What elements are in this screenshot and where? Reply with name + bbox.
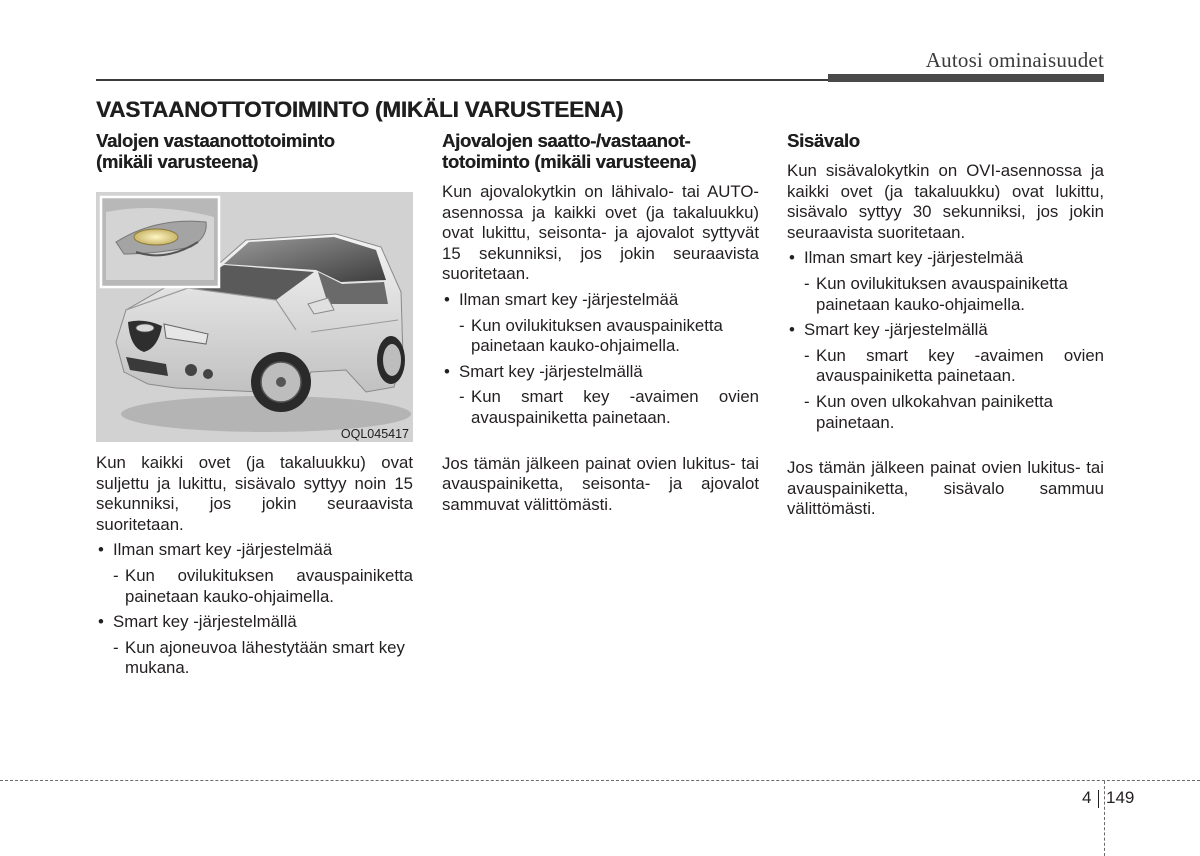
dash-icon: - (459, 315, 465, 335)
bullet-icon: • (789, 320, 795, 340)
heading-line-2: totoiminto (mikäli varusteena) (442, 151, 697, 172)
heading-line-2: (mikäli varusteena) (96, 151, 258, 172)
dash-icon: - (804, 345, 810, 365)
footer-rule (0, 780, 1200, 781)
car-illustration (96, 192, 413, 442)
column-interior-light (787, 130, 1104, 520)
page-separator (1098, 790, 1099, 808)
chapter-number: 4 (1082, 788, 1092, 807)
sub-list-item: - Kun ovilukituksen avauspainiketta painetaan kauko-ohjaimella. (804, 273, 1068, 314)
footer-divider (1104, 781, 1105, 856)
sub-list-item: - Kun ajoneuvoa lähestytään smart key mukana. (113, 637, 405, 678)
running-header: Autosi ominaisuudet (925, 48, 1104, 72)
dash-icon: - (113, 565, 119, 585)
list-item: • Smart key -järjestelmällä (444, 361, 643, 381)
paragraph: Jos tämän jälkeen painat ovien lukitus- tai avauspainiketta, sisävalo sammuu välittömästi. (787, 458, 1104, 519)
section-heading: Sisävalo (787, 130, 860, 151)
list-item: • Smart key -järjestelmällä (98, 612, 297, 632)
column-welcome-lights (96, 130, 413, 679)
sub-list-item: - Kun smart key -avaimen ovien avauspainiketta painetaan. (804, 345, 1104, 386)
dash-icon: - (804, 391, 810, 411)
figure-code: OQL045417 (340, 427, 409, 441)
paragraph: Kun ajovalokytkin on lähivalo- tai AUTO-asennossa ja kaikki ovet (ja takaluukku) ovat lukittu, seisonta- ja ajovalot syttyvät 15 sekunniksi, jos jokin seuraavista suoritetaan. (442, 182, 759, 284)
page-number: 149 (1106, 788, 1135, 807)
heading-line-1: Ajovalojen saatto-/vastaanot- (442, 130, 691, 151)
bullet-icon: • (789, 248, 795, 268)
sub-list-item: - Kun smart key -avaimen ovien avauspainiketta painetaan. (459, 387, 759, 427)
sub-list-item: - Kun ovilukituksen avauspainiketta painetaan kauko-ohjaimella. (459, 315, 723, 356)
bullet-icon: • (444, 361, 450, 381)
paragraph: Jos tämän jälkeen painat ovien lukitus- tai avauspainiketta, seisonta- ja ajovalot sammuvat välittömästi. (442, 453, 759, 514)
bullet-icon: • (98, 612, 104, 632)
list-item: • Ilman smart key -järjestelmää (98, 540, 333, 560)
bullet-icon: • (98, 540, 104, 560)
dash-icon: - (459, 387, 465, 407)
list-item: • Ilman smart key -järjestelmää (444, 289, 679, 309)
section-heading (442, 130, 759, 172)
sub-list-item: - Kun oven ulkokahvan painiketta painetaan. (804, 391, 1053, 432)
list-item: • Smart key -järjestelmällä (789, 320, 988, 340)
paragraph: Kun kaikki ovet (ja takaluukku) ovat suljettu ja lukittu, sisävalo syttyy noin 15 sekunniksi, jos jokin seuraavista suoritetaan. (96, 453, 413, 534)
column-headlight-escort (442, 130, 759, 515)
section-heading (96, 130, 413, 172)
page-title: VASTAANOTTOTOIMINTO (MIKÄLI VARUSTEENA) (96, 97, 624, 122)
paragraph: Kun sisävalokytkin on OVI-asennossa ja kaikki ovet (ja takaluukku) ovat lukittu, sisävalo syttyy 30 sekunniksi, jos jokin seuraavista suoritetaan. (787, 161, 1104, 242)
header-rule (96, 79, 828, 81)
bullet-icon: • (444, 289, 450, 309)
sub-list-item: - Kun ovilukituksen avauspainiketta painetaan kauko-ohjaimella. (113, 565, 413, 606)
dash-icon: - (804, 273, 810, 293)
suv-drawing (96, 192, 413, 442)
list-item: • Ilman smart key -järjestelmää (789, 248, 1024, 268)
dash-icon: - (113, 637, 119, 657)
header-rule-accent (828, 74, 1104, 82)
heading-line-1: Valojen vastaanottotoiminto (96, 130, 335, 151)
